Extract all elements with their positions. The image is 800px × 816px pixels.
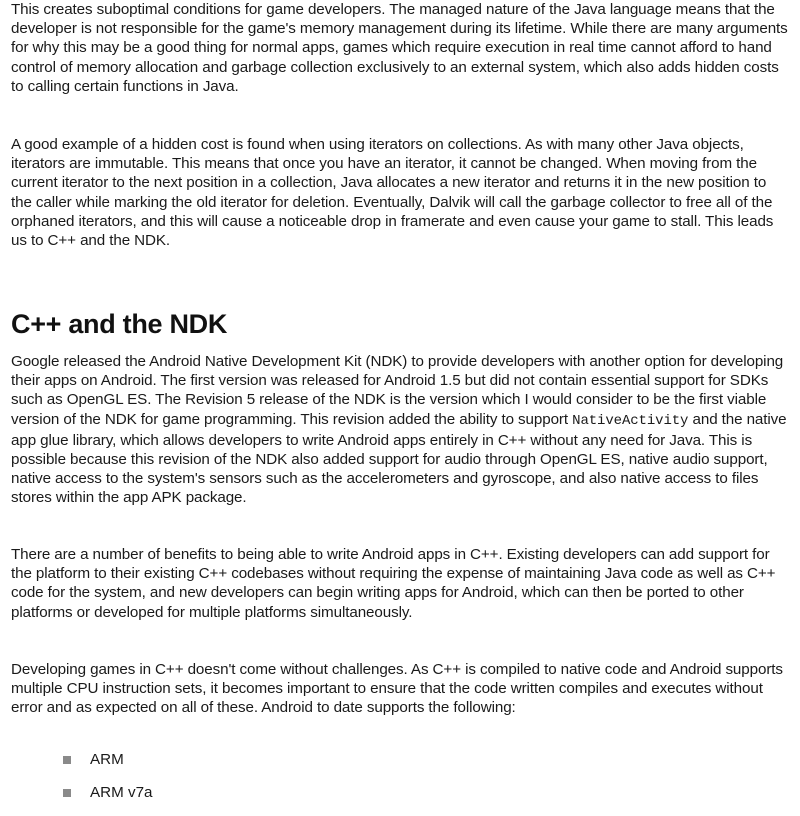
- paragraph-memory-management: This creates suboptimal conditions for game developers. The managed nature of the Java language means that the developer is not responsible for the game's memory management during its lifetime. While there are many arguments for why this may be a good thing for normal apps, games which require execution in real time cannot afford to hand control of memory allocation and garbage collection exclusively to an external system, which also adds hidden costs to calling certain functions in Java.: [11, 1, 788, 95]
- list-item: [63, 750, 152, 783]
- list-item-label: ARM v7a: [90, 784, 153, 801]
- square-bullet-icon: [63, 789, 71, 797]
- list-item-label: ARM: [90, 751, 124, 768]
- square-bullet-icon: [63, 756, 71, 764]
- cpu-architecture-list: [63, 750, 152, 816]
- section-heading: C++ and the NDK: [11, 309, 228, 339]
- paragraph-ndk-release: [11, 352, 791, 508]
- paragraph-challenges: Developing games in C++ doesn't come without challenges. As C++ is compiled to native code and Android supports multiple CPU instruction sets, it becomes important to ensure that the code written compiles and executes without error and as expected on all of these. Android to date supports the following:: [11, 661, 783, 717]
- inline-code-nativeactivity: NativeActivity: [572, 412, 689, 429]
- ndk-release-text-start: Google released the Android Native Development Kit (NDK) to provide developers with another option for developing their apps on Android. The first version was released for Android 1.5 but did not contain essential support for SDKs such as OpenGL ES. The Revision 5 release of the NDK is the version which I would consider to be the first viable version of the NDK for game programming. This revision added the ability to support: [11, 353, 784, 428]
- paragraph-hidden-cost: A good example of a hidden cost is found when using iterators on collections. As with many other Java objects, iterators are immutable. This means that once you have an iterator, it cannot be changed. When moving from the current iterator to the next position in a collection, Java allocates a new iterator and returns it in the new position to the caller while marking the old iterator for deletion. Eventually, Dalvik will call the garbage collector to free all of the orphaned iterators, and this will cause a noticeable drop in framerate and even cause your game to stall. This leads us to C++ and the NDK.: [11, 136, 774, 250]
- paragraph-benefits: There are a number of benefits to being able to write Android apps in C++. Existing developers can add support for the platform to their existing C++ codebases without requiring the expense of maintaining Java code as well as C++ code for the system, and new developers can begin writing apps for Android, which can then be ported to other platforms or developed for multiple platforms simultaneously.: [11, 546, 776, 621]
- ndk-release-text-end: and the native app glue library, which allows developers to write Android apps entirely in C++ without any need for Java. This is possible because this revision of the NDK also added support for audio through OpenGL ES, native audio support, native access to the system's sensors such as the accelerometers and gyroscope, and also native access to files stores within the app APK package.: [11, 410, 787, 507]
